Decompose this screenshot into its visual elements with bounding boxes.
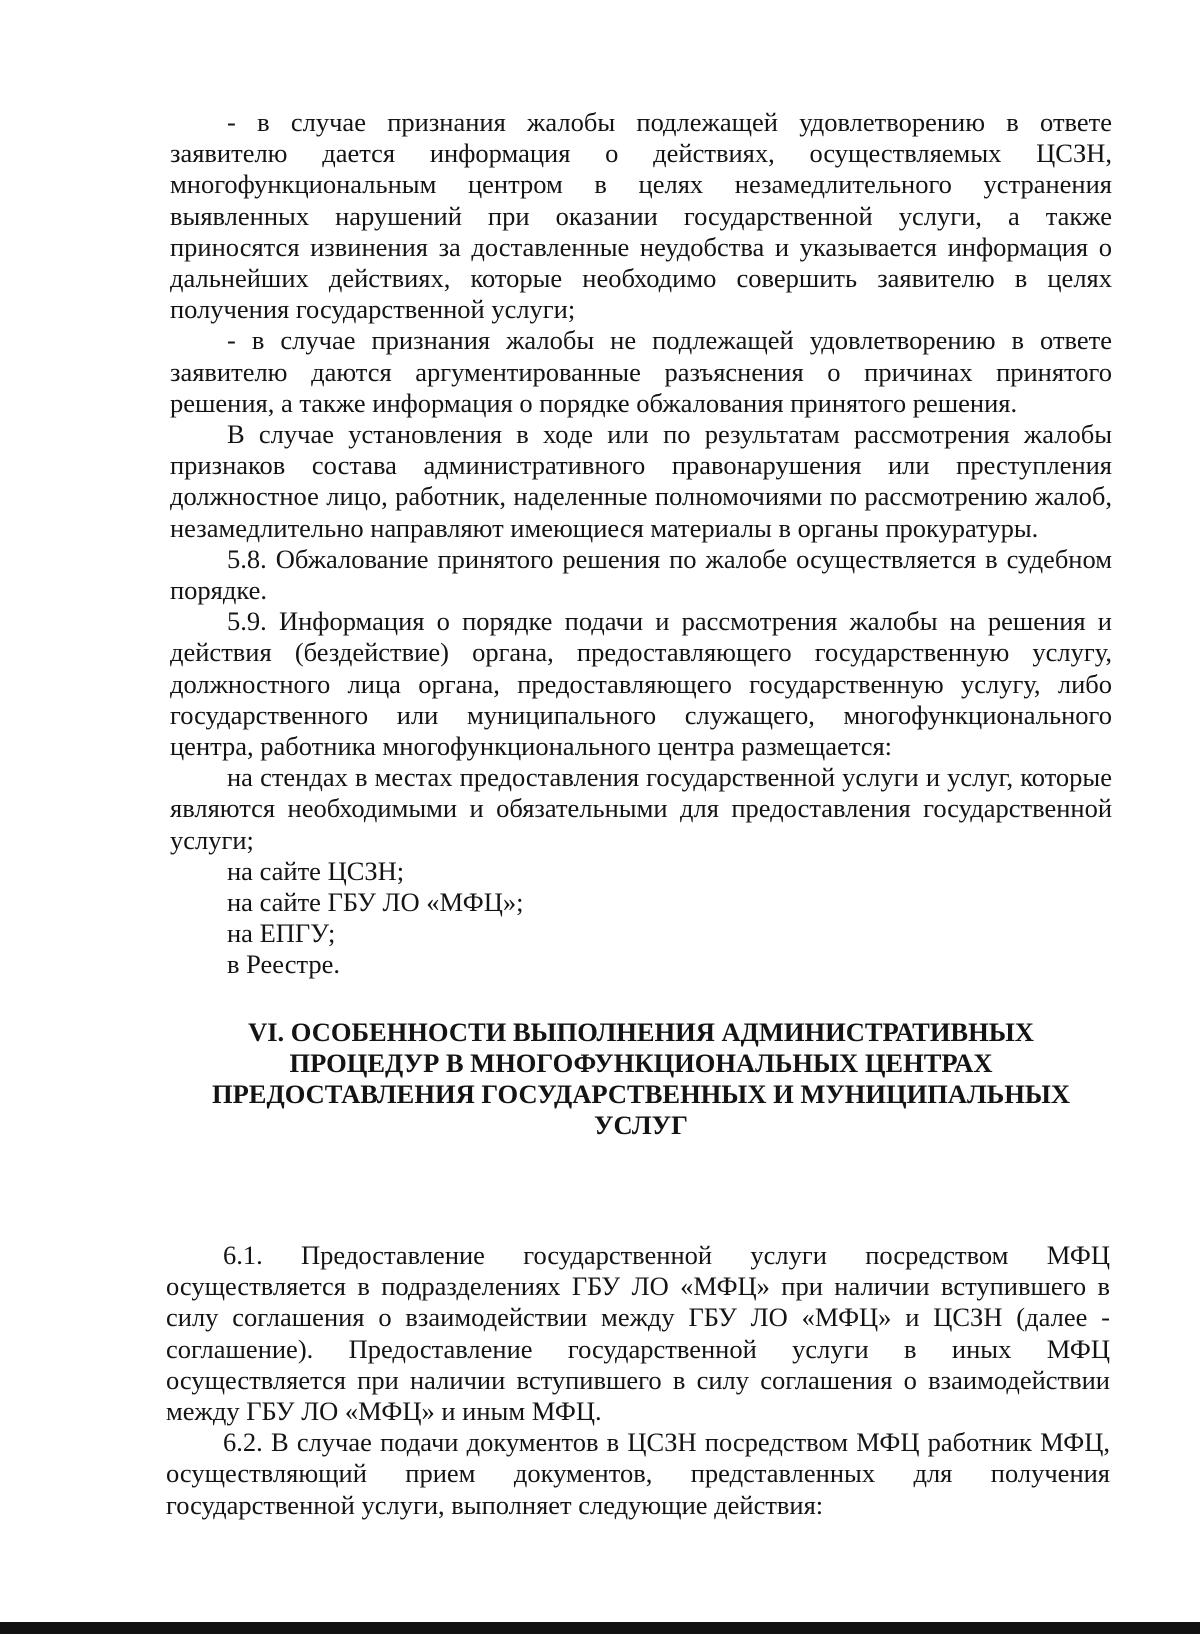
paragraph-5-8: 5.8. Обжалование принятого решения по жалобе осуществляется в судебном порядке.: [170, 543, 1112, 606]
list-item-cszn-site: на сайте ЦСЗН;: [227, 855, 405, 886]
paragraph-violation-signs: В случае установления в ходе или по результатам рассмотрения жалобы признаков состава административного правонарушения или преступления должностное лицо, работник, наделенные полномочиями по рассмотрению жалоб, незамедлительно направляют имеющиеся материалы в органы прокуратуры.: [170, 419, 1112, 543]
document-body-bottom: [166, 1240, 1110, 1521]
section-heading-line: УСЛУГ: [594, 1110, 688, 1141]
section-heading-line: ПРОЦЕДУР В МНОГОФУНКЦИОНАЛЬНЫХ ЦЕНТРАХ: [289, 1047, 993, 1078]
section-heading-line: VI. ОСОБЕННОСТИ ВЫПОЛНЕНИЯ АДМИНИСТРАТИВНЫХ: [248, 1016, 1034, 1047]
section-heading-vi: [170, 1017, 1112, 1142]
paragraph-5-9: 5.9. Информация о порядке подачи и рассмотрения жалобы на решения и действия (бездействие) органа, предоставляющего государственную услугу, должностного лица органа, предоставляющего государственную услугу, либо государственного или муниципального служащего, многофункционального центра, работника многофункционального центра размещается:: [170, 606, 1112, 762]
section-heading-line: ПРЕДОСТАВЛЕНИЯ ГОСУДАРСТВЕННЫХ И МУНИЦИПАЛЬНЫХ: [211, 1079, 1071, 1110]
paragraph-complaint-rejected: - в случае признания жалобы не подлежащей удовлетворению в ответе заявителю даются аргументированные разъяснения о причинах принятого решения, а также информация о порядке обжалования принятого решения.: [170, 325, 1112, 418]
scan-bottom-edge: [0, 1622, 1200, 1634]
paragraph-6-1: 6.1. Предоставление государственной услуги посредством МФЦ осуществляется в подразделениях ГБУ ЛО «МФЦ» при наличии вступившего в силу соглашения о взаимодействии между ГБУ ЛО «МФЦ» и ЦСЗН (далее - соглашение). Предоставление государственной услуги в иных МФЦ осуществляется при наличии вступившего в силу соглашения о взаимодействии между ГБУ ЛО «МФЦ» и иным МФЦ.: [166, 1240, 1110, 1427]
list-item-mfc-site: на сайте ГБУ ЛО «МФЦ»;: [227, 887, 524, 918]
list-item-registry: в Реестре.: [227, 949, 341, 980]
paragraph-stands: на стендах в местах предоставления государственной услуги и услуг, которые являются необходимыми и обязательными для предоставления государственной услуги;: [170, 762, 1112, 855]
paragraph-6-2: 6.2. В случае подачи документов в ЦСЗН посредством МФЦ работник МФЦ, осуществляющий прием документов, представленных для получения государственной услуги, выполняет следующие действия:: [166, 1427, 1110, 1520]
paragraph-complaint-satisfied: - в случае признания жалобы подлежащей удовлетворению в ответе заявителю дается информация о действиях, осуществляемых ЦСЗН, многофункциональным центром в целях незамедлительного устранения выявленных нарушений при оказании государственной услуги, а также приносятся извинения за доставленные неудобства и указывается информация о дальнейших действиях, которые необходимо совершить заявителю в целях получения государственной услуги;: [170, 107, 1112, 325]
list-item-epgu: на ЕПГУ;: [227, 918, 336, 949]
document-body-top: [170, 107, 1112, 1142]
